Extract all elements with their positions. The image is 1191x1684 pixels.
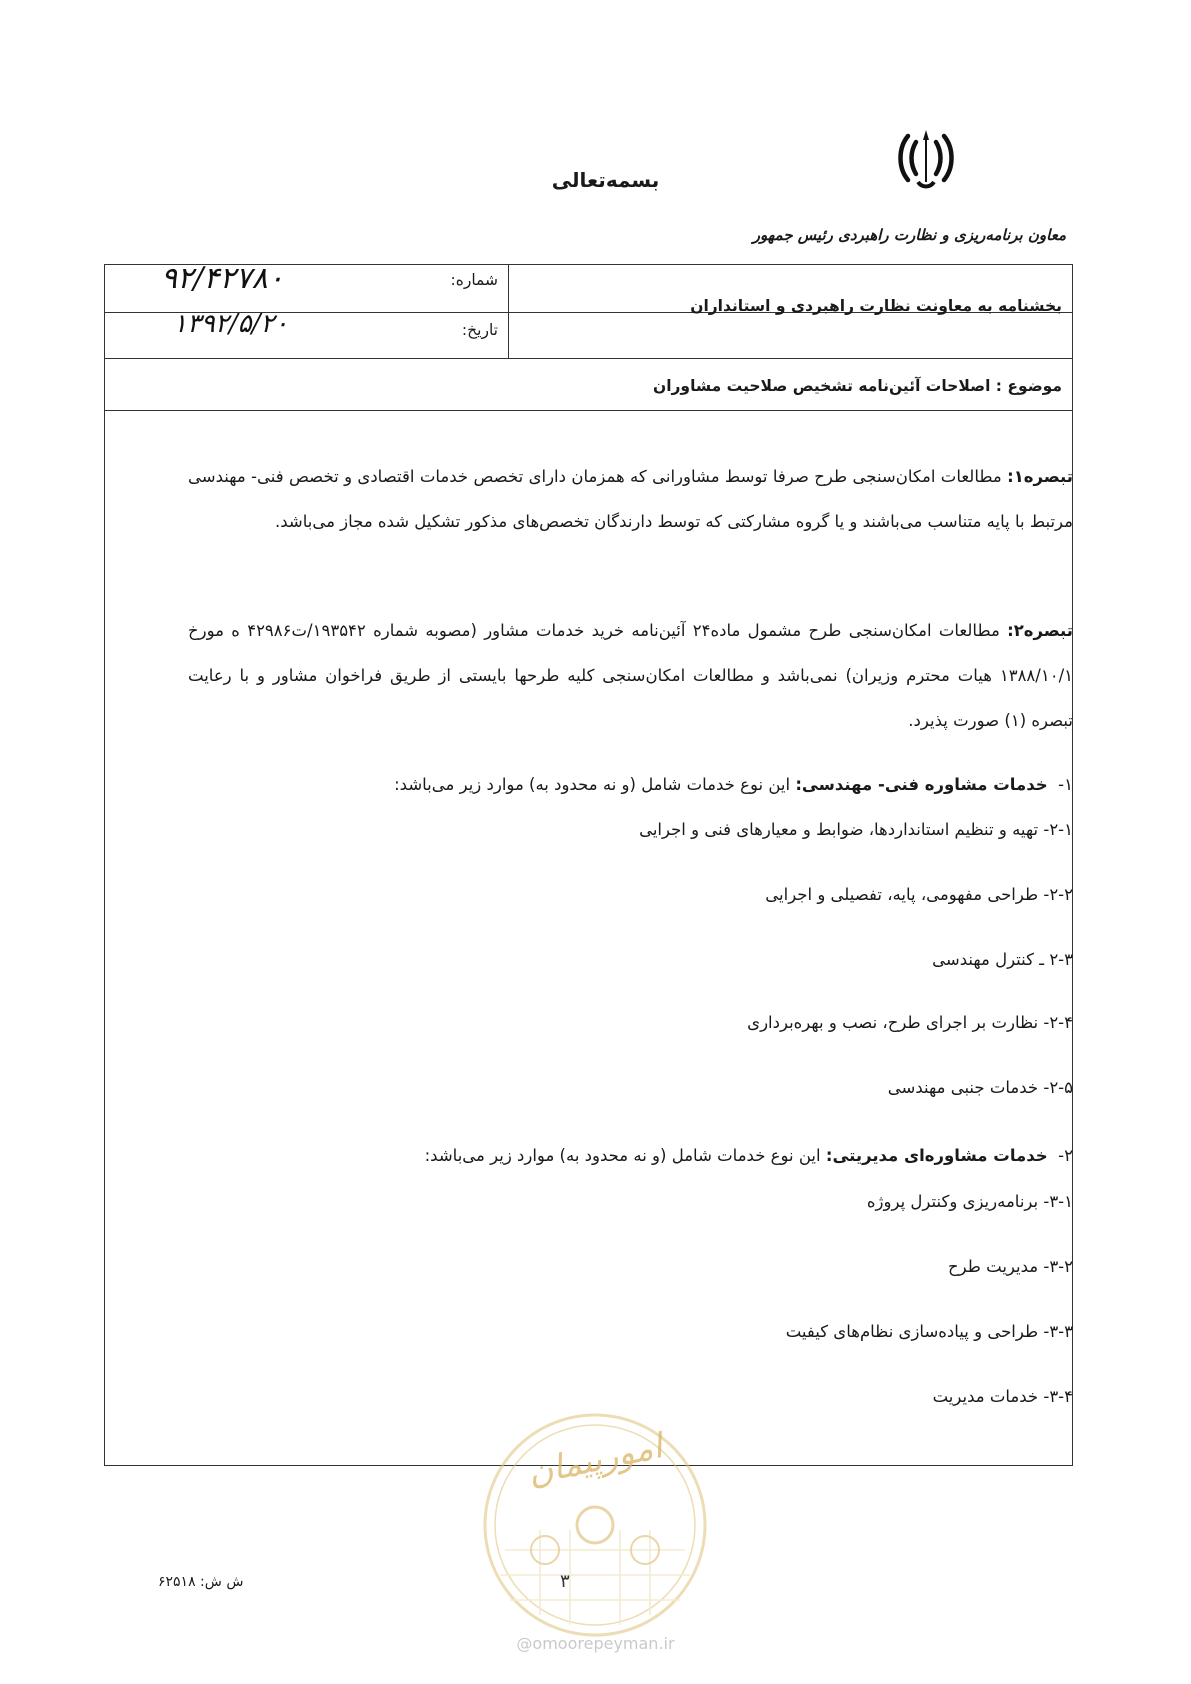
website-watermark (0, 1634, 1191, 1653)
section-1-title: خدمات مشاوره فنی- مهندسی: (795, 775, 1048, 794)
at-icon: @ (516, 1634, 533, 1653)
document-reference: ش ش: ۶۲۵۱۸ (158, 1574, 244, 1590)
number-value: ۹۲/۴۲۷۸۰ (161, 261, 284, 296)
department-name: معاون برنامه‌ریزی و نظارت راهبردی رئیس جمهور (752, 226, 1066, 244)
number-label: شماره: (450, 271, 498, 289)
stamp-lettering: امورپیمان (524, 1426, 666, 1494)
website-text: omoorepeyman.ir (532, 1634, 675, 1653)
list-item: ۳-۲- مدیریت طرح (947, 1257, 1073, 1276)
note-2-paragraph (188, 608, 1073, 743)
bismillah-heading: بسمه‌تعالی (551, 168, 660, 192)
date-label: تاریخ: (461, 321, 498, 339)
note-1-paragraph (188, 454, 1073, 544)
addressee: بخشنامه به معاونت نظارت راهبردی و استانداران (690, 297, 1062, 315)
section-2-number: ۲- (1058, 1146, 1073, 1165)
section-2-title: خدمات مشاوره‌ای مدیریتی: (825, 1146, 1048, 1165)
note-1-label: تبصره۱: (1007, 467, 1073, 486)
letter-frame (104, 261, 1073, 1466)
section-2-description: این نوع خدمات شامل (و نه محدود به) موارد زیر می‌باشد: (424, 1146, 826, 1165)
list-item: ۲-۱- تهیه و تنظیم استانداردها، ضوابط و معیارهای فنی و اجرایی (639, 820, 1073, 839)
note-2-label: تبصره۲: (1007, 621, 1073, 640)
note-1-text: مطالعات امکان‌سنجی طرح صرفا توسط مشاورانی که همزمان دارای تخصص خدمات اقتصادی و تخصص فنی- مهندسی مرتبط با پایه متناسب می‌باشند و یا گروه مشارکتی که توسط دارندگان تخصص‌های مذکور تشکیل شده مجاز می‌باشد. (188, 467, 1073, 531)
list-item: ۲-۵- خدمات جنبی مهندسی (887, 1078, 1073, 1097)
section-2-heading (425, 1146, 1073, 1165)
date-value: ۱۳۹۲/۵/۲۰ (173, 309, 289, 339)
section-1-number: ۱- (1058, 775, 1073, 794)
list-item: ۲-۳ ـ کنترل مهندسی (932, 950, 1073, 969)
subject-line: موضوع : اصلاحات آئین‌نامه تشخیص صلاحیت مشاوران (652, 377, 1062, 395)
section-1-description: این نوع خدمات شامل (و نه محدود به) موارد زیر می‌باشد: (394, 775, 796, 794)
divider (105, 358, 1072, 359)
divider (508, 265, 509, 358)
list-item: ۲-۴- نظارت بر اجرای طرح، نصب و بهره‌برداری (747, 1013, 1073, 1032)
page-number: ۳ (560, 1571, 570, 1592)
note-2-text: مطالعات امکان‌سنجی طرح مشمول ماده۲۴ آئین‌نامه خرید خدمات مشاور (مصوبه شماره ۱۹۳۵۴۲/ت۴۲۹۸۶ ه مورخ ۱۳۸۸/۱۰/۱ هیات محترم وزیران) نمی‌باشد و مطالعات امکان‌سنجی کلیه طرحها بایستی از طریق فراخوان مشاور و با رعایت تبصره (۱) صورت پذیرد. (188, 621, 1073, 730)
list-item: ۳-۳- طراحی و پیاده‌سازی نظام‌های کیفیت (785, 1322, 1073, 1341)
list-item: ۲-۲- طراحی مفهومی، پایه، تفصیلی و اجرایی (765, 885, 1073, 904)
section-1-heading (394, 775, 1073, 794)
divider (105, 410, 1072, 411)
list-item: ۳-۱- برنامه‌ریزی وکنترل پروژه (866, 1192, 1073, 1211)
list-item: ۳-۴- خدمات مدیریت (932, 1387, 1073, 1406)
